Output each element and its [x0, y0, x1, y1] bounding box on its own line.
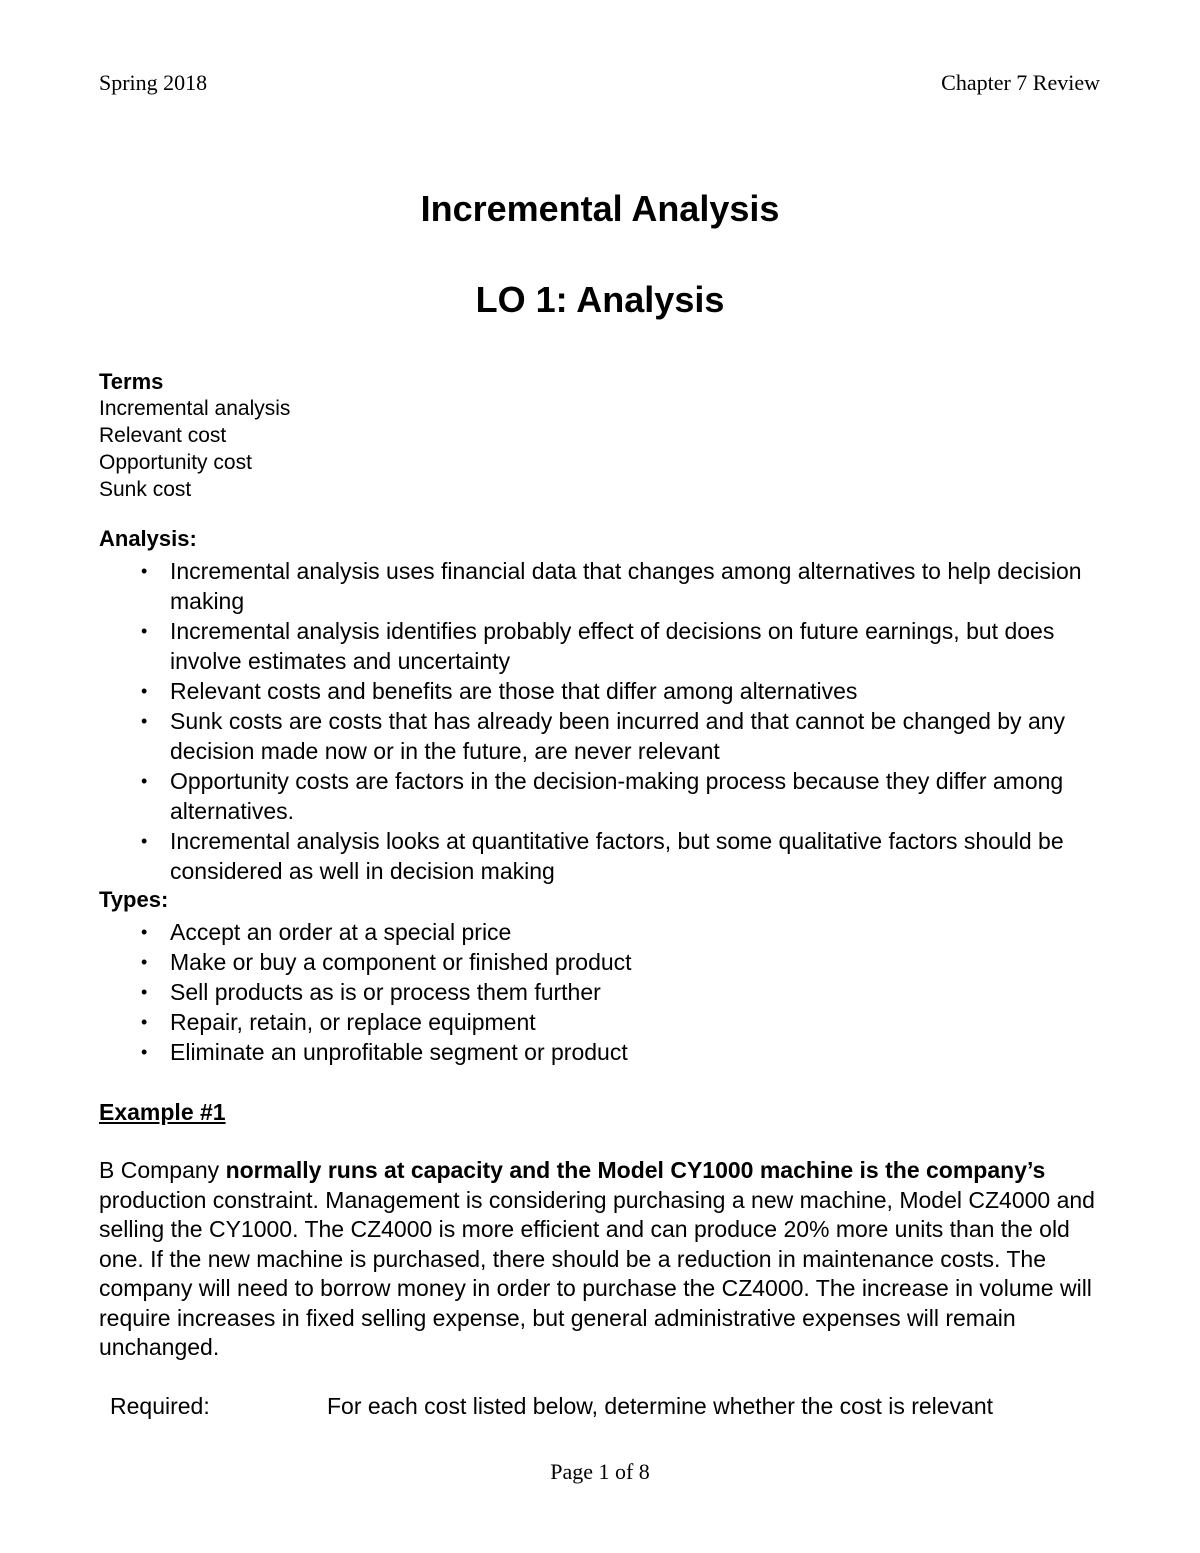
term-item: Incremental analysis — [99, 397, 291, 420]
types-list — [99, 917, 1099, 1067]
required-text: For each cost listed below, determine whether the cost is relevant — [327, 1392, 994, 1419]
main-content — [99, 368, 1099, 1420]
types-item — [99, 947, 1099, 977]
terms-heading: Terms — [99, 369, 164, 394]
terms-list — [99, 395, 1099, 503]
bullet-icon: • — [141, 771, 148, 791]
required-label: Required: — [110, 1392, 210, 1419]
term-item: Relevant cost — [99, 424, 227, 447]
bullet-icon: • — [141, 621, 148, 641]
spacer — [99, 503, 1099, 525]
bullet-icon: • — [141, 1012, 148, 1032]
types-item-text: Repair, retain, or replace equipment — [170, 1009, 536, 1035]
analysis-item-text: Relevant costs and benefits are those that differ among alternatives — [170, 678, 858, 704]
types-item — [99, 917, 1099, 947]
analysis-item — [99, 616, 1099, 676]
required-row — [99, 1393, 1099, 1420]
analysis-item — [99, 706, 1099, 766]
analysis-item-text: Sunk costs are costs that has already been incurred and that cannot be changed by any decision made now or in the future, are never relevant — [170, 708, 1066, 764]
analysis-heading: Analysis: — [99, 526, 197, 551]
page-number: Page 1 of 8 — [550, 1459, 650, 1484]
analysis-item — [99, 556, 1099, 616]
bullet-icon: • — [141, 831, 148, 851]
bullet-icon: • — [141, 1042, 148, 1062]
types-item — [99, 1037, 1099, 1067]
example-text-start: B Company — [99, 1157, 226, 1183]
example-text-bold: normally runs at capacity and the Model CY1000 machine is the company’s — [225, 1157, 1046, 1183]
types-item — [99, 1007, 1099, 1037]
example-paragraph — [99, 1156, 1099, 1363]
term-item: Opportunity cost — [99, 451, 252, 474]
analysis-item — [99, 766, 1099, 826]
analysis-item-text: Incremental analysis looks at quantitative factors, but some qualitative factors should be considered as well in decision making — [170, 828, 1064, 884]
page-title: Incremental Analysis — [420, 188, 780, 229]
page-subtitle: LO 1: Analysis — [475, 279, 725, 320]
header-left: Spring 2018 — [99, 70, 208, 95]
analysis-list — [99, 556, 1099, 886]
analysis-item — [99, 676, 1099, 706]
bullet-icon: • — [141, 922, 148, 942]
analysis-item-text: Opportunity costs are factors in the decision-making process because they differ among alternatives. — [170, 768, 1064, 824]
bullet-icon: • — [141, 982, 148, 1002]
types-item — [99, 977, 1099, 1007]
bullet-icon: • — [141, 711, 148, 731]
bullet-icon: • — [141, 952, 148, 972]
term-item: Sunk cost — [99, 478, 192, 501]
header-right: Chapter 7 Review — [941, 70, 1100, 95]
analysis-item-text: Incremental analysis identifies probably effect of decisions on future earnings, but does involve estimates and uncertainty — [170, 618, 1055, 674]
types-heading: Types: — [99, 887, 169, 912]
example-text-rest: production constraint. Management is considering purchasing a new machine, Model CZ4000 and selling the CY1000. The CZ4000 is more efficient and can produce 20% more units than the old one. If the new machine is purchased, there should be a reduction in maintenance costs. The company will need to borrow money in order to purchase the CZ4000. The increase in volume will require increases in fixed selling expense, but general administrative expenses will remain unchanged. — [99, 1186, 1095, 1360]
example-heading: Example #1 — [99, 1099, 226, 1125]
analysis-item-text: Incremental analysis uses financial data that changes among alternatives to help decision making — [170, 558, 1082, 614]
types-item-text: Eliminate an unprofitable segment or product — [170, 1039, 628, 1065]
types-item-text: Sell products as is or process them further — [170, 979, 601, 1005]
bullet-icon: • — [141, 561, 148, 581]
types-item-text: Make or buy a component or finished product — [170, 949, 632, 975]
bullet-icon: • — [141, 681, 148, 701]
types-item-text: Accept an order at a special price — [170, 919, 512, 945]
analysis-item — [99, 826, 1099, 886]
